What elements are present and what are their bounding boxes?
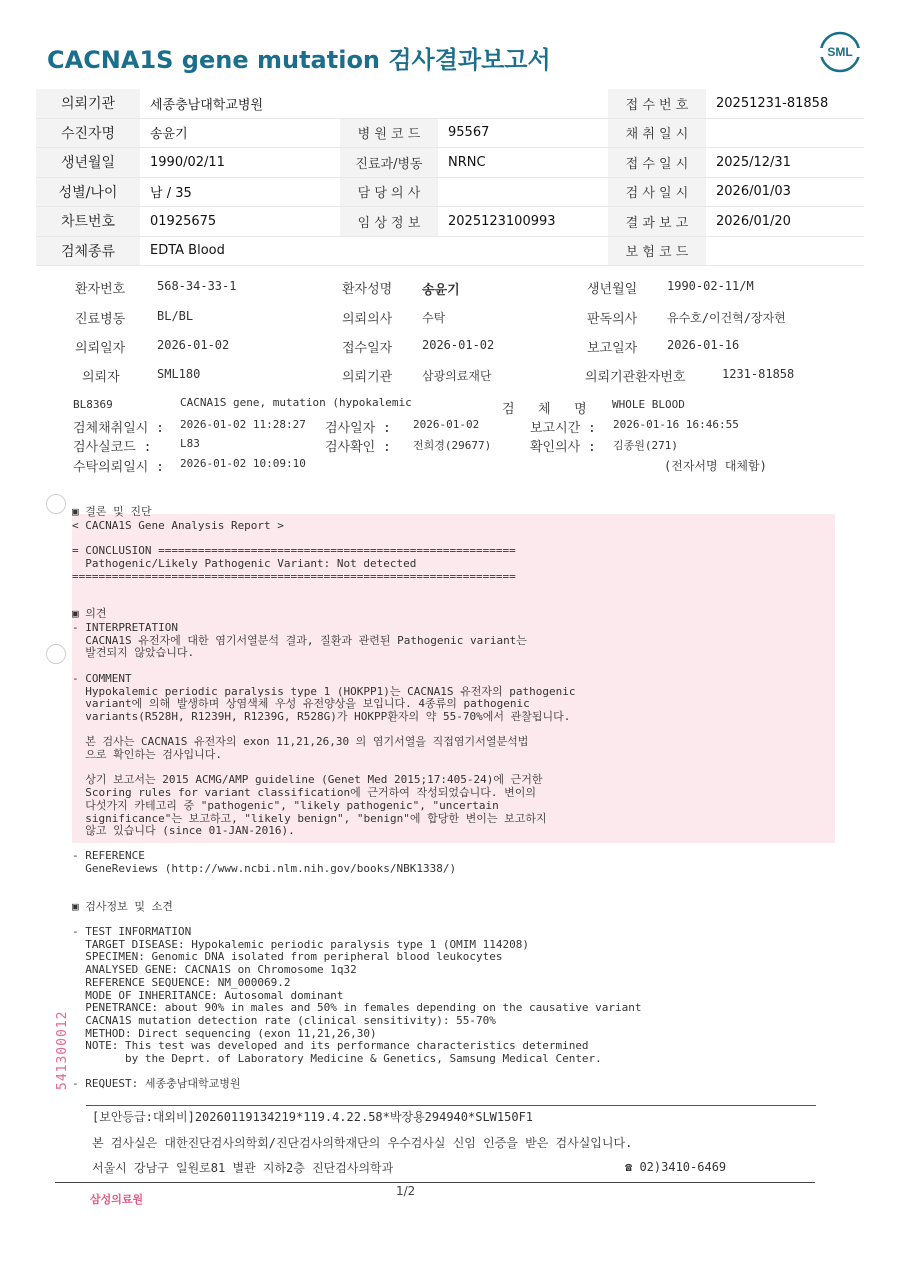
confirm-doc-label: 확인의사 : xyxy=(530,440,596,455)
header-row xyxy=(36,177,864,207)
label-doctor: 담 당 의 사 xyxy=(340,177,438,207)
footer-divider xyxy=(55,1182,815,1183)
label-request-org: 의뢰기관 xyxy=(36,89,140,118)
info-value: 1231-81858 xyxy=(722,367,795,381)
value-dob: 1990/02/11 xyxy=(140,148,340,178)
value-receipt-date: 2025/12/31 xyxy=(706,148,864,178)
value-dept: NRNC xyxy=(438,148,608,178)
request-value: 2026-01-02 xyxy=(413,418,480,431)
value-patient: 송윤기 xyxy=(140,118,340,148)
collect-value: 2026-01-02 11:28:27 xyxy=(180,418,306,431)
value-report-date: 2026/01/20 xyxy=(706,207,864,237)
value-sex-age: 남 / 35 xyxy=(140,177,340,207)
header-row xyxy=(36,89,864,118)
label-receipt-no: 접 수 번 호 xyxy=(608,89,706,118)
section-request: - REQUEST: 세종충남대학교병원 xyxy=(72,1077,241,1090)
info-label: 생년월일 xyxy=(587,282,638,297)
address-text: 서울시 강남구 일원로81 별관 지하2층 진단검사의학과 xyxy=(92,1161,394,1175)
section-conclusion: < CACNA1S Gene Analysis Report > = CONCLUSION ====================================================== Pathogenic/Likely Pathogenic Variant: Not detected =================================================================== xyxy=(72,519,516,583)
lab-code-value: L83 xyxy=(180,437,200,450)
info-value: 568-34-33-1 xyxy=(157,279,237,293)
info-label: 의뢰기관환자번호 xyxy=(585,370,686,385)
report-time-value: 2026-01-16 16:46:55 xyxy=(613,418,739,431)
label-hosp-code: 병 원 코 드 xyxy=(340,118,438,148)
info-label: 접수일자 xyxy=(342,341,393,356)
info-label: 진료병동 xyxy=(75,312,126,327)
section-testinfo-title: ▣ 검사정보 및 소견 xyxy=(72,900,173,913)
label-test-date: 검 사 일 시 xyxy=(608,177,706,207)
specimen-name-label: 검 체 명 xyxy=(502,402,587,417)
info-value: 삼광의료재단 xyxy=(422,369,492,383)
header-row xyxy=(36,236,864,266)
label-dob: 생년월일 xyxy=(36,148,140,178)
hospital-mark: 삼성의료원 xyxy=(90,1193,144,1206)
info-value: 수탁 xyxy=(422,311,446,325)
info-label: 환자번호 xyxy=(75,282,126,297)
info-label: 의뢰일자 xyxy=(75,341,126,356)
label-specimen: 검체종류 xyxy=(36,236,140,266)
value-test-date: 2026/01/03 xyxy=(706,177,864,207)
consign-value: 2026-01-02 10:09:10 xyxy=(180,457,306,470)
info-label: 보고일자 xyxy=(587,341,638,356)
label-sex-age: 성별/나이 xyxy=(36,177,140,207)
header-row xyxy=(36,207,864,237)
request-label: 검사일자 : xyxy=(325,421,391,436)
info-label: 의뢰기관 xyxy=(342,370,393,385)
logo-text: SML xyxy=(827,45,853,59)
section-reference: - REFERENCE GeneReviews (http://www.ncbi.nlm.nih.gov/books/NBK1338/) xyxy=(72,849,457,875)
info-value: SML180 xyxy=(157,367,201,381)
header-table xyxy=(36,89,864,266)
header-row xyxy=(36,148,864,178)
value-specimen: EDTA Blood xyxy=(140,236,608,266)
label-patient: 수진자명 xyxy=(36,118,140,148)
info-value: 2026-01-02 xyxy=(422,338,495,352)
barcode-text: 541300012 xyxy=(55,1010,70,1090)
security-line: [보안등급:대외비]20260119134219*119.4.22.58*박장용294940*SLW150F1 xyxy=(92,1110,534,1124)
section-opinion: - INTERPRETATION CACNA1S 유전자에 대한 염기서열분석 결과, 질환과 관련된 Pathogenic variant는 발견되지 않았습니다. - COMMENT Hypokalemic periodic paralysis type 1 (HOKPP1)는 CACNA1S 유전자의 pathogenic variant에 의해 발생하며 상염색체 우성 유전양상을 보입니다. 4종류의 pathogenic variants(R528H, R1239H, R1239G, R528G)가 HOKPP환자의 약 55-70%에서 관찰됩니다. 본 검사는 CACNA1S 유전자의 exon 11,21,26,30 의 염기서열을 직접염기서열분석법 으로 확인하는 검사입니다. 상기 보고서는 2015 ACMG/AMP guideline (Genet Med 2015;17:405-24)에 근거한 Scoring rules for variant classification에 근거하여 작성되었습니다. 변이의 다섯가지 카테고리 중 "pathogenic", "likely pathogenic", "uncertain significance"는 보고하고, "likely benign", "benign"에 합당한 변이는 보고하지 않고 있습니다 (since 01-JAN-2016). xyxy=(72,621,576,838)
section-conclusion-title: ▣ 결론 및 진단 xyxy=(72,505,152,518)
confirm-value: 전희경(29677) xyxy=(413,439,492,452)
test-name: CACNA1S gene, mutation (hypokalemic xyxy=(180,396,412,409)
punch-hole xyxy=(46,644,66,664)
label-collect-date: 채 취 일 시 xyxy=(608,118,706,148)
info-label: 환자성명 xyxy=(342,282,393,297)
value-clinical: 2025123100993 xyxy=(438,207,608,237)
info-value: 2026-01-02 xyxy=(157,338,230,352)
section-testinfo: - TEST INFORMATION TARGET DISEASE: Hypokalemic periodic paralysis type 1 (OMIM 114208) SPECIMEN: Genomic DNA isolated from peripheral blood leukocytes ANALYSED GENE: CACNA1S on Chromosome 1q32 REFERENCE SEQUENCE: NM_000069.2 MODE OF INHERITANCE: Autosomal dominant PENETRANCE: about 90% in males and 50% in females depending on the causative variant CACNA1S mutation detection rate (clinical sensitivity): 55-70% METHOD: Direct sequencing (exon 11,21,26,30) NOTE: This test was developed and its performance characteristics determined by the Deprt. of Laboratory Medicine & Genetics, Samsung Medical Center. xyxy=(72,925,642,1066)
info-value: 유수호/이건혁/장자현 xyxy=(667,311,786,325)
value-doctor xyxy=(438,177,608,207)
confirm-doc-value: 김종원(271) xyxy=(613,439,678,452)
test-code: BL8369 xyxy=(73,398,113,411)
value-receipt-no: 20251231-81858 xyxy=(706,89,864,118)
consign-label: 수탁의뢰일시 : xyxy=(73,460,165,475)
side-barcode xyxy=(46,990,76,1090)
sml-logo xyxy=(818,30,862,74)
phone-text: ☎ 02)3410-6469 xyxy=(625,1160,727,1174)
certification-text: 본 검사실은 대한진단검사의학회/진단검사의학재단의 우수검사실 신임 인증을 받은 검사실입니다. xyxy=(92,1136,633,1150)
header-row xyxy=(36,118,864,148)
label-dept: 진료과/병동 xyxy=(340,148,438,178)
info-value: 2026-01-16 xyxy=(667,338,740,352)
label-insurance: 보 험 코 드 xyxy=(608,236,706,266)
label-report-date: 결 과 보 고 xyxy=(608,207,706,237)
esign-note: (전자서명 대체함) xyxy=(664,459,767,473)
value-request-org: 세종충남대학교병원 xyxy=(140,89,608,118)
info-label: 의뢰자 xyxy=(82,370,120,385)
info-label: 판독의사 xyxy=(587,312,638,327)
label-receipt-date: 접 수 일 시 xyxy=(608,148,706,178)
value-collect-date xyxy=(706,118,864,148)
confirm-label: 검사확인 : xyxy=(325,440,391,455)
lab-code-label: 검사실코드 : xyxy=(73,440,152,455)
label-clinical: 임 상 정 보 xyxy=(340,207,438,237)
punch-hole xyxy=(46,494,66,514)
page-number: 1/2 xyxy=(396,1184,416,1198)
value-hosp-code: 95567 xyxy=(438,118,608,148)
report-title: CACNA1S gene mutation 검사결과보고서 xyxy=(47,46,551,74)
info-value: 송윤기 xyxy=(422,283,460,298)
collect-label: 검체채취일시 : xyxy=(73,421,165,436)
report-time-label: 보고시간 : xyxy=(530,421,596,436)
value-chart: 01925675 xyxy=(140,207,340,237)
footer-divider xyxy=(86,1105,816,1106)
label-chart: 차트번호 xyxy=(36,207,140,237)
section-opinion-title: ▣ 의견 xyxy=(72,607,107,620)
info-value: 1990-02-11/M xyxy=(667,279,754,293)
value-insurance xyxy=(706,236,864,266)
info-label: 의뢰의사 xyxy=(342,312,393,327)
specimen-name: WHOLE BLOOD xyxy=(612,398,685,411)
info-value: BL/BL xyxy=(157,309,194,323)
